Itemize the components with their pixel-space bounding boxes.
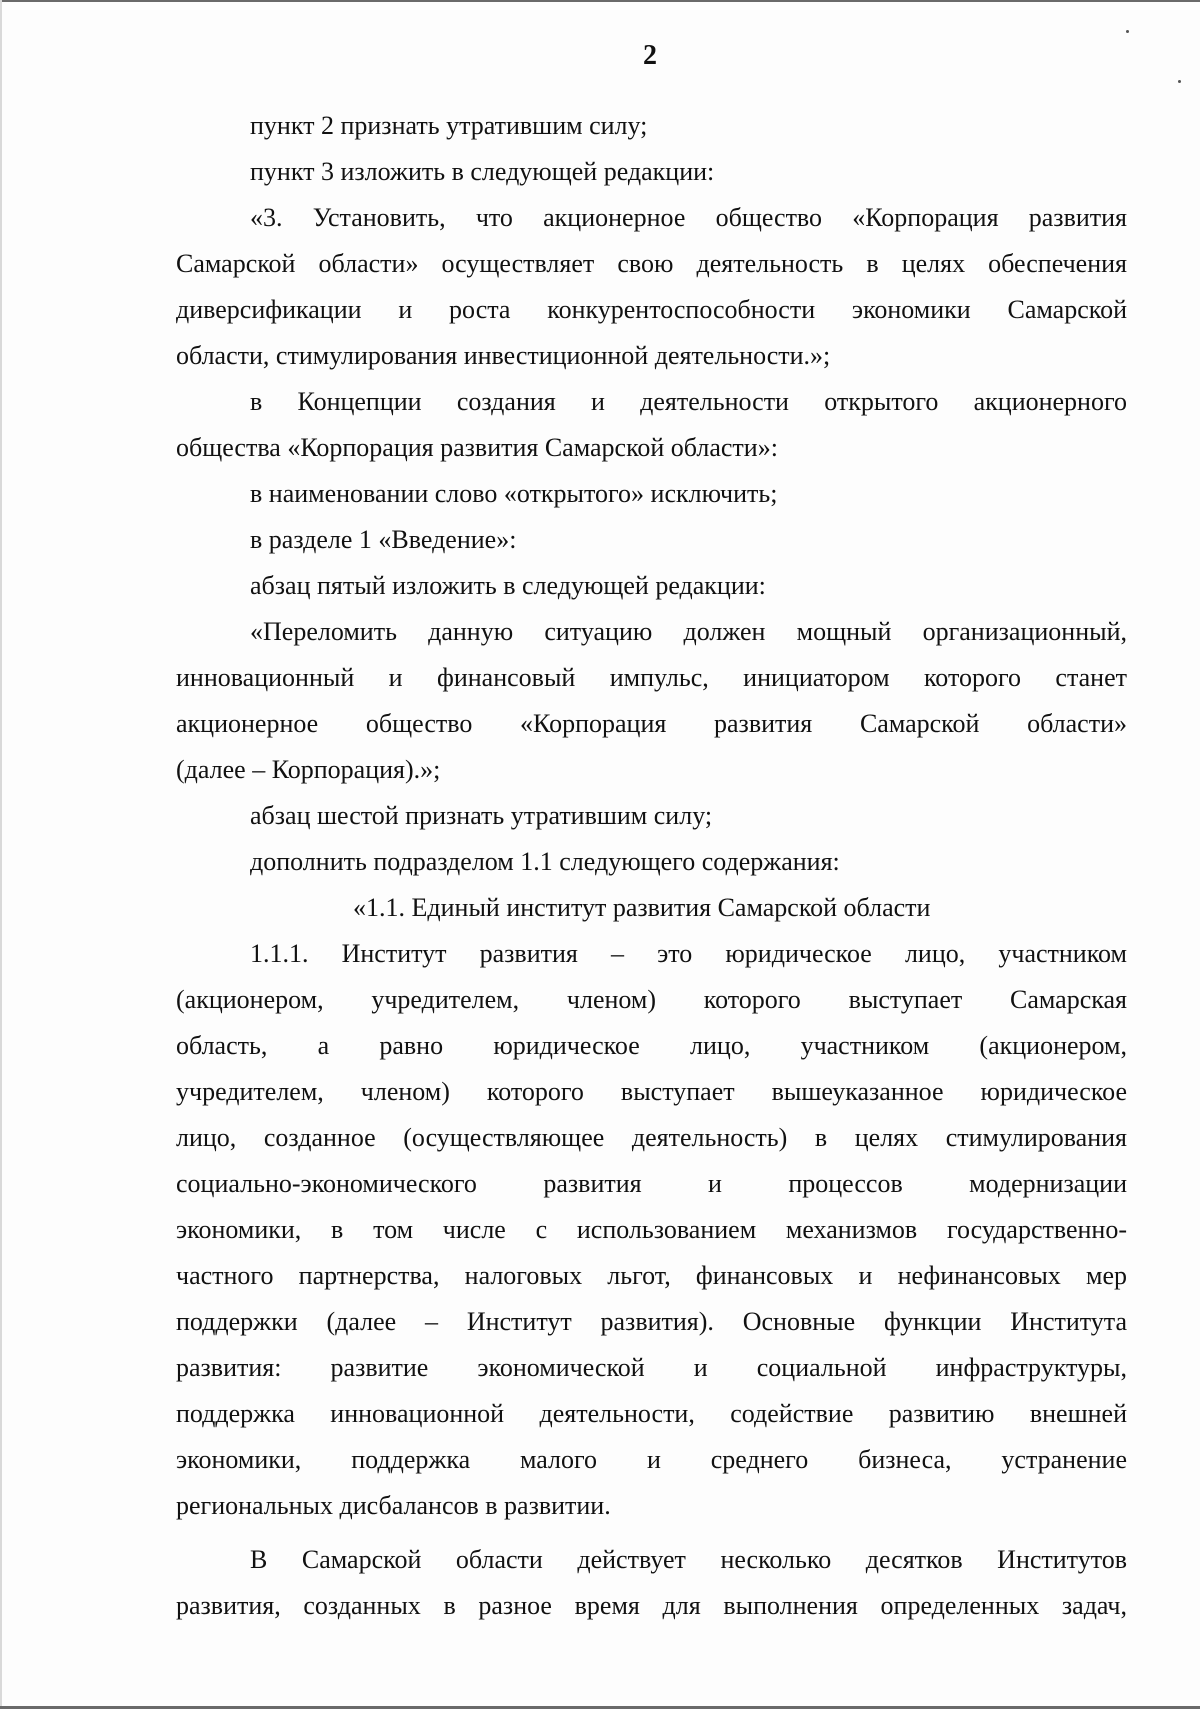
text-line: пункт 2 признать утратившим силу; xyxy=(250,111,648,140)
subsection-heading: «1.1. Единый институт развития Самарской области xyxy=(353,893,931,922)
text-line: экономики, в том числе с использованием механизмов государственно- xyxy=(176,1215,1127,1244)
text-line: социально-экономического развития и процессов модернизации xyxy=(176,1169,1127,1198)
text-line: диверсификации и роста конкурентоспособности экономики Самарской xyxy=(176,295,1127,324)
text-line: поддержки (далее – Институт развития). Основные функции Института xyxy=(176,1307,1127,1336)
text-line: области, стимулирования инвестиционной деятельности.»; xyxy=(176,341,831,370)
text-line: развития, созданных в разное время для выполнения определенных задач, xyxy=(176,1591,1127,1620)
text-line: развития: развитие экономической и социальной инфраструктуры, xyxy=(176,1353,1127,1382)
text-line: (далее – Корпорация).»; xyxy=(176,755,441,784)
text-line: В Самарской области действует несколько десятков Институтов xyxy=(250,1545,1127,1574)
text-line: экономики, поддержка малого и среднего бизнеса, устранение xyxy=(176,1445,1127,1474)
text-line: в разделе 1 «Введение»: xyxy=(250,525,517,554)
scan-left-edge xyxy=(0,0,2,1709)
text-line: Самарской области» осуществляет свою деятельность в целях обеспечения xyxy=(176,249,1127,278)
text-line: область, а равно юридическое лицо, участником (акционером, xyxy=(176,1031,1127,1060)
text-line: инновационный и финансовый импульс, инициатором которого станет xyxy=(176,663,1127,692)
scan-speck xyxy=(1126,30,1129,33)
text-line: общества «Корпорация развития Самарской области»: xyxy=(176,433,778,462)
text-line: в наименовании слово «открытого» исключить; xyxy=(250,479,778,508)
text-line: «3. Установить, что акционерное общество «Корпорация развития xyxy=(250,203,1127,232)
text-line: абзац шестой признать утратившим силу; xyxy=(250,801,713,830)
text-line: 1.1.1. Институт развития – это юридическое лицо, участником xyxy=(250,939,1127,968)
scan-top-edge xyxy=(0,0,1200,2)
text-line: лицо, созданное (осуществляющее деятельность) в целях стимулирования xyxy=(176,1123,1127,1152)
text-line: в Концепции создания и деятельности открытого акционерного xyxy=(250,387,1127,416)
text-line: частного партнерства, налоговых льгот, финансовых и нефинансовых мер xyxy=(176,1261,1127,1290)
document-body xyxy=(176,103,1127,1629)
text-line: акционерное общество «Корпорация развития Самарской области» xyxy=(176,709,1127,738)
text-line: «Переломить данную ситуацию должен мощный организационный, xyxy=(250,617,1127,646)
text-line: абзац пятый изложить в следующей редакции: xyxy=(250,571,766,600)
text-line: пункт 3 изложить в следующей редакции: xyxy=(250,157,715,186)
text-line: поддержка инновационной деятельности, содействие развитию внешней xyxy=(176,1399,1127,1428)
scan-speck xyxy=(1178,80,1181,83)
page-number: 2 xyxy=(643,40,657,71)
text-line: региональных дисбалансов в развитии. xyxy=(176,1491,611,1520)
text-line: (акционером, учредителем, членом) которого выступает Самарская xyxy=(176,985,1127,1014)
text-line: дополнить подразделом 1.1 следующего содержания: xyxy=(250,847,840,876)
text-line: учредителем, членом) которого выступает вышеуказанное юридическое xyxy=(176,1077,1127,1106)
